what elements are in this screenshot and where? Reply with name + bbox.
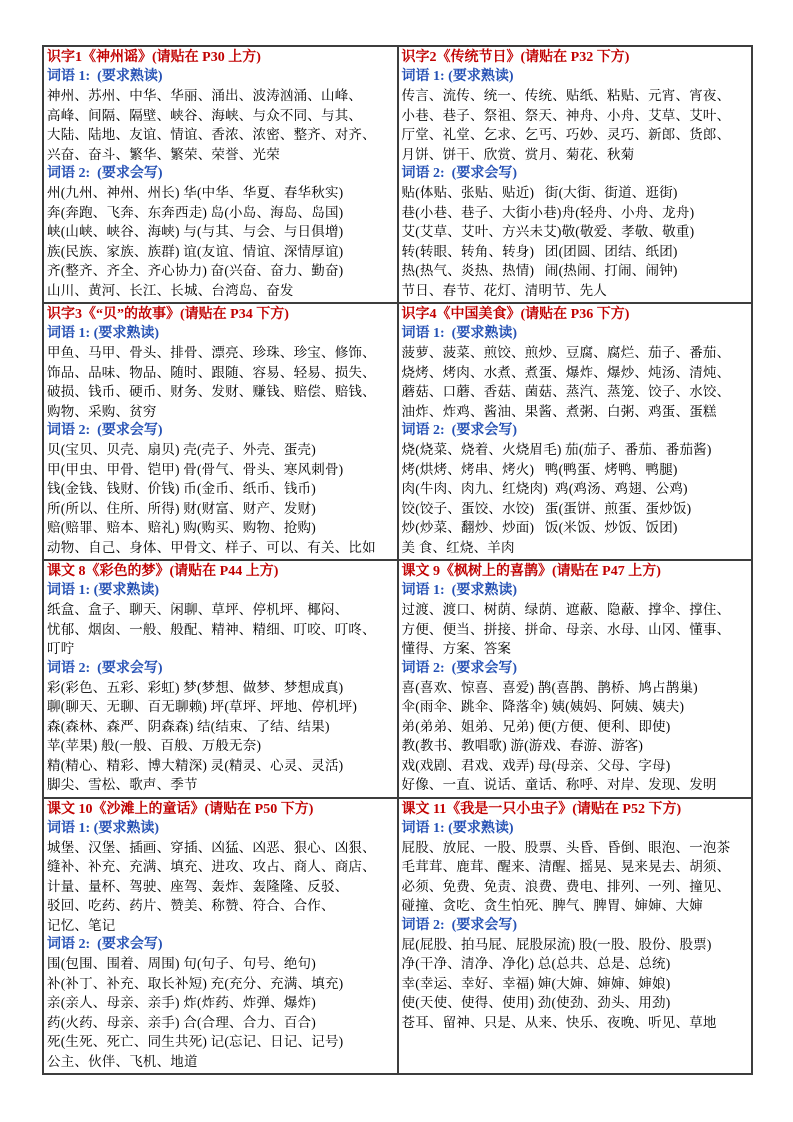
word-line: 教(教书、教唱歌) 游(游戏、春游、游客) <box>401 738 644 753</box>
section-label: 词语 2: (要求会写) <box>401 166 517 181</box>
word-line: 美 食、红烧、羊肉 <box>401 539 515 555</box>
word-line: 叮咛 <box>47 641 75 656</box>
word-line: 族(民族、家族、族群) 谊(友谊、情谊、深情厚谊) <box>47 243 344 259</box>
word-line: 屁股、放屁、一股、股票、头昏、昏倒、眼泡、一泡茶 <box>401 839 731 855</box>
word-line: 炒(炒菜、翻炒、炒面) 饭(米饭、炒饭、饭团) <box>401 520 678 535</box>
lesson-title: 识字2《传统节日》(请贴在 P32 下方) <box>401 50 630 65</box>
word-line: 亲(亲人、母亲、亲手) 炸(炸药、炸弹、爆炸) <box>47 995 316 1010</box>
word-line: 戏(戏剧、君戏、戏弄) 母(母亲、父母、字母) <box>401 757 671 773</box>
word-line: 肉(牛肉、肉九、红烧肉) 鸡(鸡汤、鸡翅、公鸡) <box>401 481 688 496</box>
word-line: 峡(山峡、峡谷、海峡) 与(与其、与会、与日俱增) <box>47 224 344 239</box>
word-line: 好像、一直、说话、童话、称呼、对岸、发现、发明 <box>401 777 717 792</box>
vocab-cell-shizi3 <box>43 303 398 560</box>
word-line: 烧(烧菜、烧着、火烧眉毛) 茄(茄子、番茄、番茄酱) <box>401 442 712 457</box>
word-line: 贴(体贴、张贴、贴近) 街(大街、街道、逛街) <box>401 185 678 200</box>
vocab-cell-shizi1 <box>43 46 398 303</box>
word-line: 热(热气、炎热、热情) 闹(热闹、打闹、闹钟) <box>401 263 678 278</box>
vocab-cell-kewen9 <box>398 560 753 798</box>
word-line: 巷(小巷、巷子、大街小巷)舟(轻舟、小舟、龙舟) <box>401 204 695 220</box>
word-list <box>47 600 394 659</box>
vocab-cell-kewen10 <box>43 798 398 1075</box>
section-label: 词语 1: (要求熟读) <box>401 583 517 598</box>
section-label: 词语 1: (要求熟读) <box>47 583 159 598</box>
word-line: 小巷、巷子、祭祖、祭天、神舟、小舟、艾草、艾叶、 <box>401 107 731 123</box>
word-line: 补(补丁、补充、取长补短) 充(充分、充满、填充) <box>47 975 344 991</box>
word-list <box>402 440 749 557</box>
word-line: 高峰、间隔、隔壁、峡谷、海峡、与众不同、与其、 <box>47 107 363 123</box>
word-line: 幸(幸运、幸好、幸福) 婶(大婶、婶婶、婶娘) <box>401 975 671 991</box>
word-line: 方便、便当、拼接、拼命、母亲、水母、山冈、懂事、 <box>401 621 731 637</box>
word-line: 精(精心、精彩、博大精深) 灵(精灵、心灵、灵活) <box>47 757 344 773</box>
word-line: 山川、黄河、长江、长城、台湾岛、奋发 <box>47 282 294 298</box>
word-line: 毛茸茸、鹿茸、醒来、清醒、摇晃、晃来晃去、胡须、 <box>401 859 731 874</box>
section-label: 词语 1: (要求熟读) <box>47 326 159 341</box>
word-line: 甲(甲虫、甲骨、铠甲) 骨(骨气、骨头、寒风刺骨) <box>47 461 344 477</box>
word-line: 节日、春节、花灯、清明节、先人 <box>401 282 607 298</box>
word-line: 纸盒、盒子、聊天、闲聊、草坪、停机坪、椰闷、 <box>47 602 349 617</box>
word-line: 驳回、吃药、药片、赞美、称赞、符合、合作、 <box>47 898 335 913</box>
lesson-title: 课文 8《彩色的梦》(请贴在 P44 上方) <box>47 564 279 579</box>
word-list <box>47 183 394 300</box>
word-line: 动物、自己、身体、甲骨文、样子、可以、有关、比如 <box>47 539 376 555</box>
lesson-title: 课文 9《枫树上的喜鹊》(请贴在 P47 上方) <box>401 564 661 579</box>
word-line: 死(生死、死亡、同生共死) 记(忘记、日记、记号) <box>47 1034 344 1049</box>
vocab-table <box>42 45 753 1075</box>
section-label: 词语 2: (要求会写) <box>401 423 517 438</box>
word-line: 森(森林、森严、阴森森) 结(结束、了结、结果) <box>47 718 330 734</box>
word-line: 记忆、笔记 <box>47 917 116 933</box>
word-line: 艾(艾草、艾叶、方兴未艾)敬(敬爱、孝敬、敬重) <box>401 224 695 239</box>
word-line: 神州、苏州、中华、华丽、涌出、波涛汹涌、山峰、 <box>47 88 363 103</box>
word-line: 购物、采购、贫穷 <box>47 403 157 419</box>
word-line: 伞(雨伞、跳伞、降落伞) 姨(姨妈、阿姨、姨夫) <box>401 699 685 714</box>
lesson-title: 课文 11《我是一只小虫子》(请贴在 P52 下方) <box>401 801 682 817</box>
word-line: 转(转眼、转角、转身) 团(团圆、团结、纸团) <box>401 243 678 259</box>
section-label: 词语 1: (要求熟读) <box>401 820 514 836</box>
word-line: 钱(金钱、钱财、价钱) 币(金币、纸币、钱币) <box>47 481 316 496</box>
word-list <box>47 954 394 1071</box>
word-list <box>47 440 394 557</box>
word-list <box>47 86 394 164</box>
lesson-title: 识字1《神州谣》(请贴在 P30 上方) <box>47 50 261 65</box>
vocab-cell-kewen11 <box>398 798 753 1075</box>
word-line: 脚尖、雪松、歌声、季节 <box>47 777 198 792</box>
word-line: 忧郁、烟囱、一般、般配、精神、精细、叮咬、叮咚、 <box>47 621 376 637</box>
word-line: 过渡、渡口、树荫、绿荫、遮蔽、隐蔽、撑伞、撑住、 <box>401 602 731 617</box>
word-line: 缝补、补充、充满、填充、进攻、攻占、商人、商店、 <box>47 859 376 874</box>
word-line: 计量、量杯、驾驶、座驾、轰炸、轰隆隆、反驳、 <box>47 878 349 894</box>
word-line: 传言、流传、统一、传统、贴纸、粘贴、元宵、宵夜、 <box>401 88 731 103</box>
section-label: 词语 1: (要求熟读) <box>47 820 159 836</box>
table-row <box>43 798 752 1075</box>
table-row <box>43 303 752 560</box>
word-list <box>402 935 749 1033</box>
section-label: 词语 1: (要求熟读) <box>401 326 517 341</box>
word-line: 菠萝、菠菜、煎饺、煎炒、豆腐、腐烂、茄子、番茄、 <box>401 345 731 360</box>
word-list <box>402 678 749 795</box>
word-line: 碰撞、贪吃、贪生怕死、脾气、脾胃、婶婶、大婶 <box>401 898 703 913</box>
table-row <box>43 560 752 798</box>
word-line: 彩(彩色、五彩、彩虹) 梦(梦想、做梦、梦想成真) <box>47 679 344 695</box>
word-line: 油炸、炸鸡、酱油、果酱、煮粥、白粥、鸡蛋、蛋糕 <box>401 403 717 419</box>
word-list <box>47 838 394 936</box>
word-line: 城堡、汉堡、插画、穿插、凶猛、凶恶、狠心、凶狠、 <box>47 839 376 855</box>
word-line: 公主、伙伴、飞机、地道 <box>47 1053 198 1069</box>
word-line: 苍耳、留神、只是、从来、快乐、夜晚、听见、草地 <box>401 1014 717 1030</box>
section-label: 词语 2: (要求会写) <box>401 660 517 676</box>
vocab-cell-shizi2 <box>398 46 753 303</box>
word-line: 净(干净、清净、净化) 总(总共、总是、总统) <box>401 956 671 971</box>
word-line: 烤(烘烤、烤串、烤火) 鸭(鸭蛋、烤鸭、鸭腿) <box>401 461 678 477</box>
word-line: 贝(宝贝、贝壳、扇贝) 壳(壳子、外壳、蛋壳) <box>47 442 316 457</box>
word-line: 屁(屁股、拍马屁、屁股尿流) 股(一股、股份、股票) <box>401 936 712 952</box>
word-line: 月饼、饼干、欣赏、赏月、菊花、秋菊 <box>401 146 635 162</box>
word-line: 烧烤、烤肉、水煮、煮蛋、爆炸、爆炒、炖汤、清炖、 <box>401 364 731 380</box>
word-line: 奔(奔跑、飞奔、东奔西走) 岛(小岛、海岛、岛国) <box>47 204 344 220</box>
word-line: 甲鱼、马甲、骨头、排骨、漂亮、珍珠、珍宝、修饰、 <box>47 345 376 360</box>
word-list <box>402 86 749 164</box>
section-label: 词语 2: (要求会写) <box>47 937 163 952</box>
section-label: 词语 2: (要求会写) <box>47 660 163 676</box>
table-row <box>43 46 752 303</box>
word-line: 饺(饺子、蛋饺、水饺) 蛋(蛋饼、煎蛋、蛋炒饭) <box>401 500 692 516</box>
word-line: 兴奋、奋斗、繁华、繁荣、荣誉、光荣 <box>47 146 280 162</box>
section-label: 词语 2: (要求会写) <box>47 166 163 181</box>
word-line: 必须、免费、免责、浪费、费电、排列、一列、撞见、 <box>401 878 731 894</box>
section-label: 词语 1: (要求熟读) <box>401 69 514 84</box>
word-list <box>402 600 749 659</box>
word-list <box>402 183 749 300</box>
word-line: 州(九州、神州、州长) 华(中华、华夏、春华秋实) <box>47 185 344 200</box>
word-line: 饰品、品味、物品、随时、跟随、容易、轻易、损失、 <box>47 364 376 380</box>
word-list <box>47 678 394 795</box>
lesson-title: 课文 10《沙滩上的童话》(请贴在 P50 下方) <box>47 801 314 817</box>
word-line: 赔(赔罪、赔本、赔礼) 购(购买、购物、抢购) <box>47 520 316 535</box>
word-line: 破损、钱币、硬币、财务、发财、赚钱、赔偿、赔钱、 <box>47 384 376 399</box>
word-line: 懂得、方案、答案 <box>401 641 512 656</box>
word-list <box>47 343 394 421</box>
word-line: 大陆、陆地、友谊、情谊、香浓、浓密、整齐、对齐、 <box>47 127 376 142</box>
word-line: 弟(弟弟、姐弟、兄弟) 便(方便、便利、即使) <box>401 718 671 734</box>
word-line: 厅堂、礼堂、乞求、乞丐、巧妙、灵巧、新郎、货郎、 <box>401 127 731 142</box>
section-label: 词语 2: (要求会写) <box>47 423 163 438</box>
word-line: 苹(苹果) 般(一般、百般、万般无奈) <box>47 738 262 753</box>
vocab-cell-shizi4 <box>398 303 753 560</box>
word-line: 所(所以、住所、所得) 财(财富、财产、发财) <box>47 500 316 516</box>
vocab-cell-kewen8 <box>43 560 398 798</box>
word-line: 聊(聊天、无聊、百无聊赖) 坪(草坪、坪地、停机坪) <box>47 699 358 714</box>
word-line: 药(火药、母亲、亲手) 合(合理、合力、百合) <box>47 1014 316 1030</box>
lesson-title: 识字4《中国美食》(请贴在 P36 下方) <box>401 307 630 322</box>
word-line: 围(包围、围着、周围) 句(句子、句号、绝句) <box>47 956 316 971</box>
word-list <box>402 838 749 916</box>
section-label: 词语 1: (要求熟读) <box>47 69 163 84</box>
word-line: 蘑菇、口蘑、香菇、菌菇、蒸汽、蒸笼、饺子、水饺、 <box>401 384 731 399</box>
section-label: 词语 2: (要求会写) <box>401 917 517 933</box>
word-line: 喜(喜欢、惊喜、喜爱) 鹊(喜鹊、鹊桥、鸠占鹊巢) <box>401 679 698 695</box>
word-list <box>402 343 749 421</box>
lesson-title: 识字3《“贝”的故事》(请贴在 P34 下方) <box>47 307 289 322</box>
word-line: 齐(整齐、齐全、齐心协力) 奋(兴奋、奋力、勤奋) <box>47 263 344 278</box>
word-line: 使(天使、使得、使用) 劲(使劲、劲头、用劲) <box>401 995 671 1010</box>
